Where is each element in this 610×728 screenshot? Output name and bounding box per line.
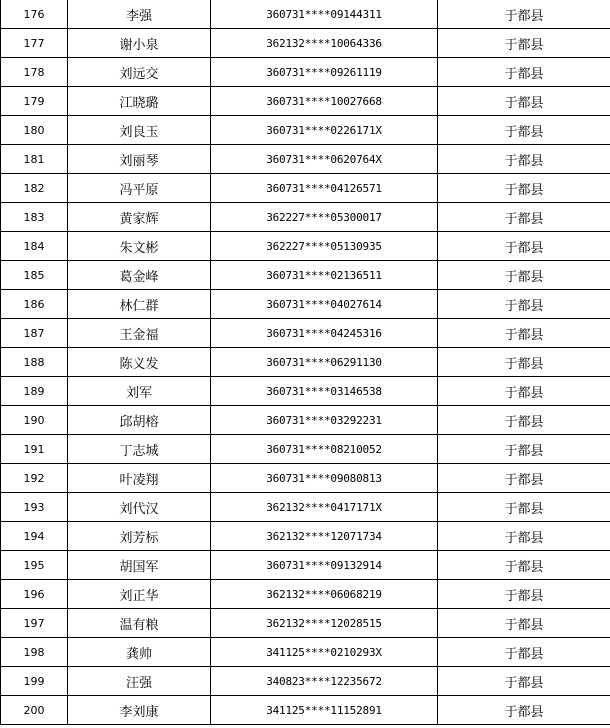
county-cell: 于都县 bbox=[438, 87, 610, 116]
row-index-cell: 177 bbox=[1, 29, 68, 58]
roster-body bbox=[1, 0, 610, 725]
id-number-cell: 360731****09080813 bbox=[211, 464, 438, 493]
row-index-cell: 197 bbox=[1, 609, 68, 638]
row-index-cell: 180 bbox=[1, 116, 68, 145]
row-index-cell: 190 bbox=[1, 406, 68, 435]
table-row bbox=[1, 232, 610, 261]
county-cell: 于都县 bbox=[438, 58, 610, 87]
county-cell: 于都县 bbox=[438, 406, 610, 435]
id-number-cell: 362132****10064336 bbox=[211, 29, 438, 58]
table-row bbox=[1, 261, 610, 290]
id-number-cell: 360731****03146538 bbox=[211, 377, 438, 406]
row-index-cell: 188 bbox=[1, 348, 68, 377]
id-number-cell: 360731****0620764X bbox=[211, 145, 438, 174]
county-cell: 于都县 bbox=[438, 348, 610, 377]
county-cell: 于都县 bbox=[438, 667, 610, 696]
id-number-cell: 360731****03292231 bbox=[211, 406, 438, 435]
table-row bbox=[1, 348, 610, 377]
name-cell: 刘芳标 bbox=[68, 522, 211, 551]
county-cell: 于都县 bbox=[438, 522, 610, 551]
county-cell: 于都县 bbox=[438, 232, 610, 261]
county-cell: 于都县 bbox=[438, 319, 610, 348]
name-cell: 刘丽琴 bbox=[68, 145, 211, 174]
table-row bbox=[1, 116, 610, 145]
name-cell: 刘军 bbox=[68, 377, 211, 406]
row-index-cell: 185 bbox=[1, 261, 68, 290]
table-row bbox=[1, 696, 610, 725]
county-cell: 于都县 bbox=[438, 435, 610, 464]
id-number-cell: 362227****05300017 bbox=[211, 203, 438, 232]
table-row bbox=[1, 87, 610, 116]
id-number-cell: 362227****05130935 bbox=[211, 232, 438, 261]
name-cell: 江晓璐 bbox=[68, 87, 211, 116]
name-cell: 刘正华 bbox=[68, 580, 211, 609]
row-index-cell: 199 bbox=[1, 667, 68, 696]
table-row bbox=[1, 609, 610, 638]
row-index-cell: 195 bbox=[1, 551, 68, 580]
table-row bbox=[1, 203, 610, 232]
name-cell: 冯平原 bbox=[68, 174, 211, 203]
id-number-cell: 360731****06291130 bbox=[211, 348, 438, 377]
id-number-cell: 360731****09132914 bbox=[211, 551, 438, 580]
row-index-cell: 179 bbox=[1, 87, 68, 116]
county-cell: 于都县 bbox=[438, 580, 610, 609]
id-number-cell: 341125****0210293X bbox=[211, 638, 438, 667]
row-index-cell: 184 bbox=[1, 232, 68, 261]
county-cell: 于都县 bbox=[438, 203, 610, 232]
name-cell: 葛金峰 bbox=[68, 261, 211, 290]
row-index-cell: 198 bbox=[1, 638, 68, 667]
id-number-cell: 360731****04126571 bbox=[211, 174, 438, 203]
row-index-cell: 196 bbox=[1, 580, 68, 609]
county-cell: 于都县 bbox=[438, 29, 610, 58]
name-cell: 谢小泉 bbox=[68, 29, 211, 58]
name-cell: 刘代汉 bbox=[68, 493, 211, 522]
name-cell: 黄家辉 bbox=[68, 203, 211, 232]
name-cell: 刘远交 bbox=[68, 58, 211, 87]
id-number-cell: 360731****10027668 bbox=[211, 87, 438, 116]
name-cell: 陈义发 bbox=[68, 348, 211, 377]
table-row bbox=[1, 406, 610, 435]
table-row bbox=[1, 319, 610, 348]
row-index-cell: 187 bbox=[1, 319, 68, 348]
table-row bbox=[1, 145, 610, 174]
row-index-cell: 193 bbox=[1, 493, 68, 522]
county-cell: 于都县 bbox=[438, 551, 610, 580]
row-index-cell: 200 bbox=[1, 696, 68, 725]
id-number-cell: 360731****09261119 bbox=[211, 58, 438, 87]
id-number-cell: 360731****0226171X bbox=[211, 116, 438, 145]
name-cell: 李刘康 bbox=[68, 696, 211, 725]
table-row bbox=[1, 435, 610, 464]
county-cell: 于都县 bbox=[438, 609, 610, 638]
table-row bbox=[1, 638, 610, 667]
name-cell: 林仁群 bbox=[68, 290, 211, 319]
county-cell: 于都县 bbox=[438, 0, 610, 29]
name-cell: 温有粮 bbox=[68, 609, 211, 638]
table-row bbox=[1, 0, 610, 29]
table-row bbox=[1, 580, 610, 609]
table-row bbox=[1, 377, 610, 406]
table-row bbox=[1, 174, 610, 203]
row-index-cell: 183 bbox=[1, 203, 68, 232]
county-cell: 于都县 bbox=[438, 116, 610, 145]
name-cell: 龚帅 bbox=[68, 638, 211, 667]
id-number-cell: 341125****11152891 bbox=[211, 696, 438, 725]
row-index-cell: 192 bbox=[1, 464, 68, 493]
name-cell: 李强 bbox=[68, 0, 211, 29]
row-index-cell: 182 bbox=[1, 174, 68, 203]
id-number-cell: 362132****0417171X bbox=[211, 493, 438, 522]
table-row bbox=[1, 290, 610, 319]
id-number-cell: 360731****09144311 bbox=[211, 0, 438, 29]
row-index-cell: 189 bbox=[1, 377, 68, 406]
name-cell: 刘良玉 bbox=[68, 116, 211, 145]
county-cell: 于都县 bbox=[438, 377, 610, 406]
id-number-cell: 360731****04027614 bbox=[211, 290, 438, 319]
county-cell: 于都县 bbox=[438, 290, 610, 319]
county-cell: 于都县 bbox=[438, 493, 610, 522]
name-cell: 胡国军 bbox=[68, 551, 211, 580]
county-cell: 于都县 bbox=[438, 261, 610, 290]
table-row bbox=[1, 493, 610, 522]
name-cell: 叶凌翔 bbox=[68, 464, 211, 493]
table-row bbox=[1, 29, 610, 58]
table-row bbox=[1, 551, 610, 580]
id-number-cell: 360731****04245316 bbox=[211, 319, 438, 348]
row-index-cell: 176 bbox=[1, 0, 68, 29]
row-index-cell: 194 bbox=[1, 522, 68, 551]
table-row bbox=[1, 522, 610, 551]
county-cell: 于都县 bbox=[438, 696, 610, 725]
name-cell: 朱文彬 bbox=[68, 232, 211, 261]
table-row bbox=[1, 667, 610, 696]
row-index-cell: 191 bbox=[1, 435, 68, 464]
id-number-cell: 362132****12071734 bbox=[211, 522, 438, 551]
id-number-cell: 360731****08210052 bbox=[211, 435, 438, 464]
row-index-cell: 181 bbox=[1, 145, 68, 174]
table-row bbox=[1, 58, 610, 87]
county-cell: 于都县 bbox=[438, 638, 610, 667]
name-cell: 王金福 bbox=[68, 319, 211, 348]
row-index-cell: 186 bbox=[1, 290, 68, 319]
name-cell: 邱胡榕 bbox=[68, 406, 211, 435]
id-number-cell: 360731****02136511 bbox=[211, 261, 438, 290]
name-cell: 汪强 bbox=[68, 667, 211, 696]
id-number-cell: 340823****12235672 bbox=[211, 667, 438, 696]
id-number-cell: 362132****12028515 bbox=[211, 609, 438, 638]
row-index-cell: 178 bbox=[1, 58, 68, 87]
county-cell: 于都县 bbox=[438, 145, 610, 174]
name-cell: 丁志城 bbox=[68, 435, 211, 464]
county-cell: 于都县 bbox=[438, 464, 610, 493]
county-cell: 于都县 bbox=[438, 174, 610, 203]
table-row bbox=[1, 464, 610, 493]
id-number-cell: 362132****06068219 bbox=[211, 580, 438, 609]
